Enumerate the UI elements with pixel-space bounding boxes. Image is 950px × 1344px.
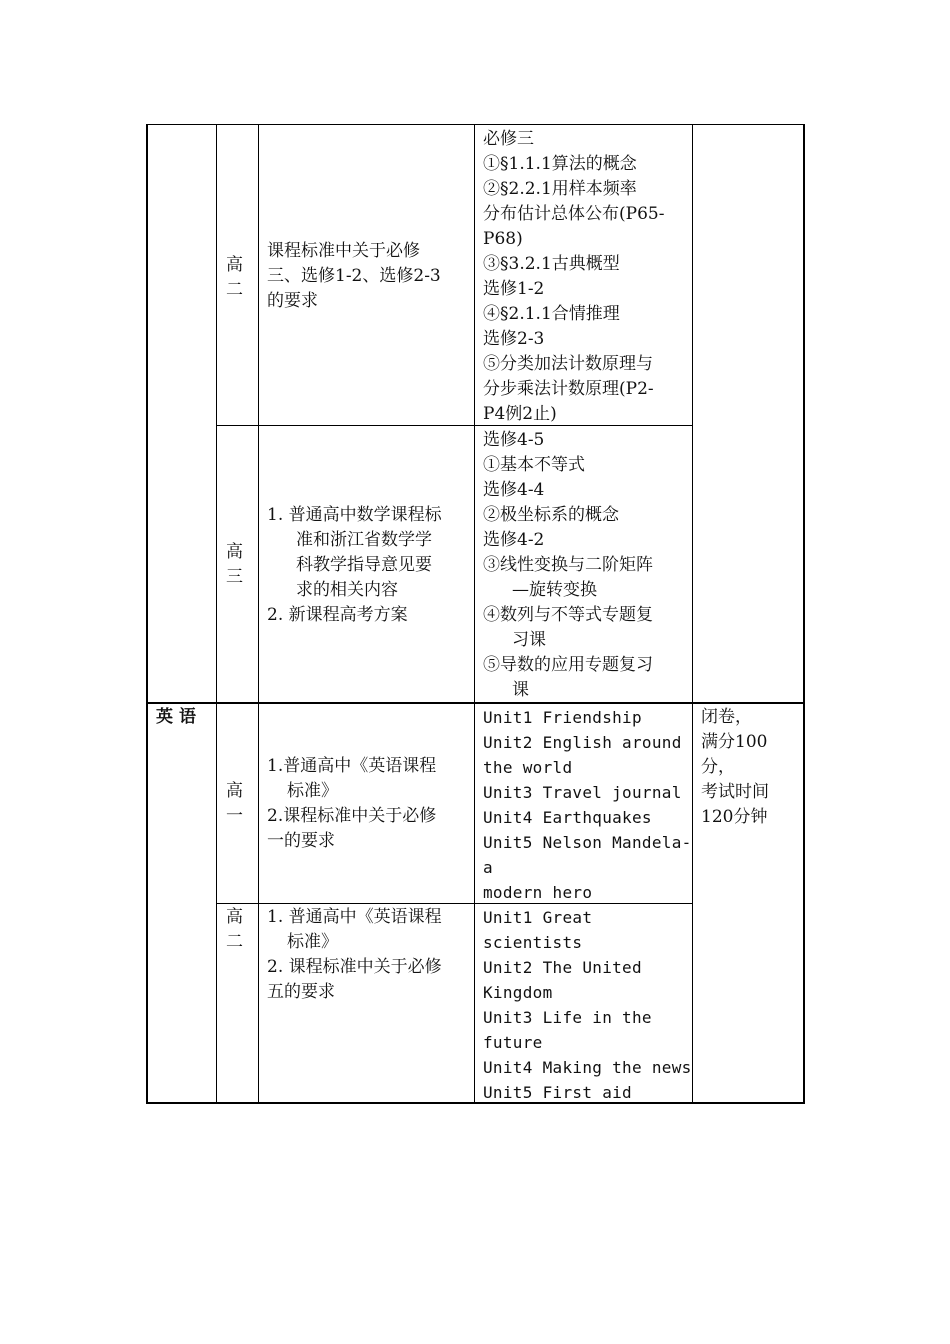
content-line: 选修4-2 bbox=[483, 530, 545, 550]
english-exam-info bbox=[701, 705, 769, 830]
english-gao1-requirement bbox=[267, 754, 436, 854]
content-line: ②§2.2.1用样本频率 bbox=[483, 179, 637, 199]
content-line: Unit5 Nelson Mandela- bbox=[483, 833, 692, 852]
requirement-line: 三、选修1-2、选修2-3 bbox=[267, 266, 441, 286]
english-gao2-requirement bbox=[267, 905, 442, 1005]
content-line: Kingdom bbox=[483, 983, 553, 1002]
requirement-line: 1.普通高中《英语课程 bbox=[267, 756, 437, 776]
column-divider-4 bbox=[692, 124, 693, 1104]
section-divider-math-english bbox=[146, 702, 804, 704]
content-line: 选修4-5 bbox=[483, 430, 545, 450]
content-line: ①§1.1.1算法的概念 bbox=[483, 154, 637, 174]
table-left-border bbox=[146, 124, 148, 1104]
column-divider-2 bbox=[258, 124, 259, 1104]
content-line: P4例2止) bbox=[483, 404, 557, 424]
grade-char: 高 bbox=[226, 255, 243, 275]
subject-text: 英语 bbox=[156, 707, 202, 727]
content-line: Unit3 Travel journal bbox=[483, 783, 682, 802]
content-line: ④§2.1.1合情推理 bbox=[483, 304, 620, 324]
requirement-line: 求的相关内容 bbox=[296, 580, 398, 600]
content-line: Unit5 First aid bbox=[483, 1083, 632, 1102]
content-line: 课 bbox=[512, 680, 529, 700]
grade-char: 一 bbox=[226, 806, 243, 826]
requirement-line: 一的要求 bbox=[267, 831, 335, 851]
content-line: Unit2 English around bbox=[483, 733, 682, 752]
grade-char: 高 bbox=[226, 542, 243, 562]
grade-char: 二 bbox=[226, 932, 243, 952]
content-line: ③线性变换与二阶矩阵 bbox=[483, 555, 653, 575]
exam-line: 120分钟 bbox=[701, 807, 768, 827]
content-line: Unit4 Earthquakes bbox=[483, 808, 652, 827]
english-gao2-content bbox=[483, 905, 692, 1105]
content-line: future bbox=[483, 1033, 543, 1052]
math-gao3-content bbox=[483, 428, 653, 703]
content-line: 选修1-2 bbox=[483, 279, 545, 299]
content-line: 习课 bbox=[512, 630, 546, 650]
english-subject-label bbox=[156, 705, 202, 730]
requirement-line: 2. 新课程高考方案 bbox=[267, 605, 408, 625]
exam-line: 考试时间 bbox=[701, 782, 769, 802]
exam-line: 满分100 bbox=[701, 732, 768, 752]
content-line: 分布估计总体公布(P65- bbox=[483, 204, 665, 224]
math-gao3-requirement bbox=[267, 503, 442, 628]
content-line: —旋转变换 bbox=[512, 580, 597, 600]
content-line: ⑤导数的应用专题复习 bbox=[483, 655, 653, 675]
content-line: Unit4 Making the news bbox=[483, 1058, 692, 1077]
content-line: scientists bbox=[483, 933, 583, 952]
content-line: ④数列与不等式专题复 bbox=[483, 605, 653, 625]
grade-char: 三 bbox=[226, 567, 243, 587]
content-line: modern hero bbox=[483, 883, 593, 902]
requirement-line: 1. 普通高中《英语课程 bbox=[267, 907, 442, 927]
content-line: 选修2-3 bbox=[483, 329, 545, 349]
content-line: 必修三 bbox=[483, 129, 534, 149]
requirement-line: 标准》 bbox=[287, 781, 338, 801]
content-line: ③§3.2.1古典概型 bbox=[483, 254, 620, 274]
content-line: ⑤分类加法计数原理与 bbox=[483, 354, 653, 374]
content-line: ①基本不等式 bbox=[483, 455, 585, 475]
content-line: Unit1 Friendship bbox=[483, 708, 642, 727]
math-gao3-grade bbox=[226, 540, 243, 590]
table-bottom-border bbox=[146, 1102, 804, 1104]
content-line: Unit2 The United bbox=[483, 958, 642, 977]
grade-char: 二 bbox=[226, 280, 243, 300]
content-line: P68) bbox=[483, 229, 523, 249]
requirement-line: 准和浙江省数学学 bbox=[296, 530, 432, 550]
content-line: ②极坐标系的概念 bbox=[483, 505, 619, 525]
requirement-line: 2.课程标准中关于必修 bbox=[267, 806, 437, 826]
table-top-border bbox=[146, 124, 804, 125]
content-line: the world bbox=[483, 758, 573, 777]
english-gao1-content bbox=[483, 705, 692, 905]
math-gao2-grade bbox=[226, 253, 243, 303]
table-right-border bbox=[803, 124, 805, 1104]
requirement-line: 标准》 bbox=[287, 932, 338, 952]
requirement-line: 科教学指导意见要 bbox=[296, 555, 432, 575]
content-line: Unit1 Great bbox=[483, 908, 593, 927]
requirement-line: 五的要求 bbox=[267, 982, 335, 1002]
english-gao2-grade bbox=[226, 905, 243, 955]
content-line: a bbox=[483, 858, 493, 877]
grade-char: 高 bbox=[226, 781, 243, 801]
english-gao1-grade bbox=[226, 779, 243, 829]
column-divider-1 bbox=[216, 124, 217, 1104]
exam-line: 闭卷， bbox=[701, 707, 752, 727]
content-line: Unit3 Life in the bbox=[483, 1008, 652, 1027]
exam-line: 分， bbox=[701, 757, 735, 777]
requirement-line: 1. 普通高中数学课程标 bbox=[267, 505, 442, 525]
math-gao2-requirement bbox=[267, 239, 441, 314]
requirement-line: 的要求 bbox=[267, 291, 318, 311]
math-gao2-content bbox=[483, 127, 664, 427]
requirement-line: 课程标准中关于必修 bbox=[267, 241, 420, 261]
content-line: 分步乘法计数原理(P2- bbox=[483, 379, 654, 399]
requirement-line: 2. 课程标准中关于必修 bbox=[267, 957, 442, 977]
grade-char: 高 bbox=[226, 907, 243, 927]
content-line: 选修4-4 bbox=[483, 480, 545, 500]
column-divider-3 bbox=[474, 124, 475, 1104]
